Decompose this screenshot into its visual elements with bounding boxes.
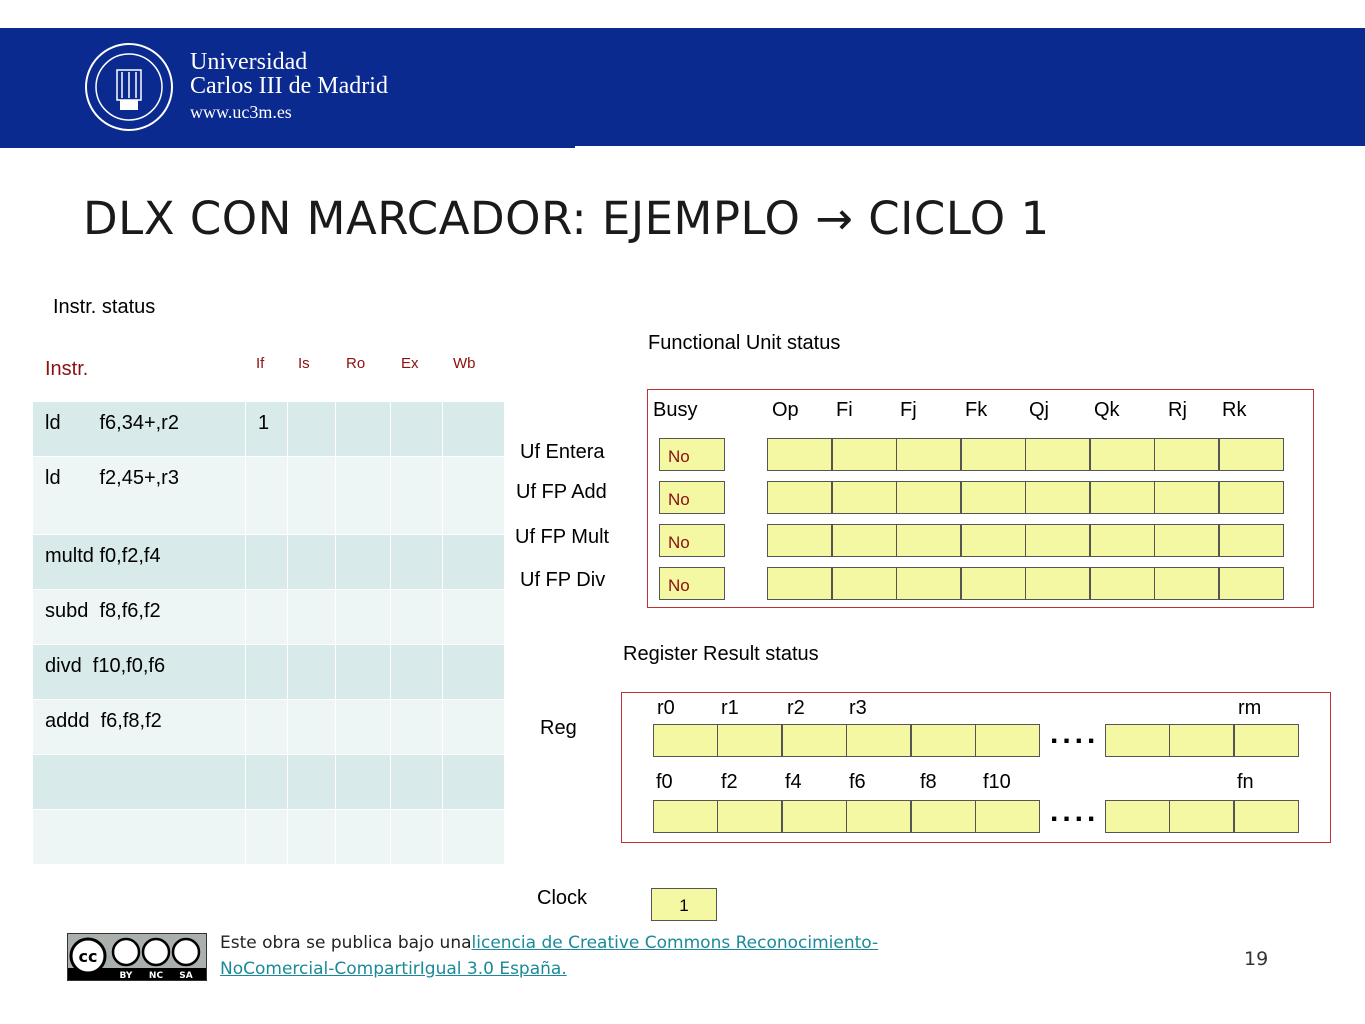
table-row — [33, 457, 505, 535]
fu-field-cell — [767, 524, 832, 557]
int-reg-r2: r2 — [787, 697, 805, 719]
busy-cell-fp-mult: No — [659, 524, 725, 557]
if-cell — [246, 535, 288, 590]
col-header-if: If — [246, 346, 288, 402]
fu-name-entera: Uf Entera — [520, 441, 605, 463]
ex-cell — [391, 590, 443, 645]
ex-cell — [391, 402, 443, 457]
if-cell — [246, 457, 288, 535]
table-row — [33, 590, 505, 645]
university-name-line1: Universidad — [190, 49, 308, 75]
instr-cell — [33, 810, 246, 865]
reg-cell — [782, 724, 847, 757]
instr-cell: subd f8,f6,f2 — [33, 590, 246, 645]
fu-field-cell — [1219, 567, 1284, 600]
is-cell — [288, 810, 336, 865]
busy-cell-fp-div: No — [659, 567, 725, 600]
ex-cell — [391, 810, 443, 865]
fu-field-cell — [767, 438, 832, 471]
clock-label: Clock — [537, 887, 588, 909]
fu-col-qj: Qj — [1029, 399, 1049, 421]
fp-reg-f8: f8 — [920, 771, 937, 793]
fu-field-cell — [1154, 481, 1219, 514]
col-header-wb: Wb — [443, 346, 505, 402]
fu-field-cell — [961, 567, 1026, 600]
reg-cell — [1105, 800, 1170, 833]
reg-cell — [1169, 724, 1234, 757]
fp-reg-f0: f0 — [656, 771, 673, 793]
fu-field-cell — [1219, 524, 1284, 557]
fu-col-rk: Rk — [1222, 399, 1247, 421]
cc-badge-nc: NC — [148, 971, 164, 980]
reg-cell — [717, 800, 782, 833]
clock-value-cell: 1 — [651, 888, 717, 921]
int-reg-r3: r3 — [849, 697, 867, 719]
wb-cell — [443, 645, 505, 700]
fu-field-cell — [1154, 567, 1219, 600]
reg-cell — [653, 724, 718, 757]
wb-cell — [443, 457, 505, 535]
fu-field-cell — [896, 567, 961, 600]
fu-col-op: Op — [772, 399, 799, 421]
fu-field-cell — [832, 438, 897, 471]
reg-cell — [846, 724, 911, 757]
ex-cell — [391, 755, 443, 810]
fu-field-cell — [1025, 567, 1090, 600]
fu-name-fp-mult: Uf FP Mult — [515, 526, 610, 548]
reg-status-label: Register Result status — [623, 643, 819, 665]
instr-cell — [33, 755, 246, 810]
instr-cell: ld f6,34+,r2 — [33, 402, 246, 457]
is-cell — [288, 700, 336, 755]
fu-field-cell — [1090, 524, 1155, 557]
fu-status-label: Functional Unit status — [648, 332, 841, 354]
fu-field-cell — [1090, 567, 1155, 600]
is-cell — [288, 590, 336, 645]
int-reg-r1: r1 — [721, 697, 739, 719]
fu-col-fi: Fi — [836, 399, 853, 421]
table-row — [33, 700, 505, 755]
fp-reg-f10: f10 — [983, 771, 1011, 793]
wb-cell — [443, 700, 505, 755]
fu-name-fp-add: Uf FP Add — [516, 481, 607, 503]
ex-cell — [391, 457, 443, 535]
fu-field-cell — [1025, 438, 1090, 471]
instr-cell: multd f0,f2,f4 — [33, 535, 246, 590]
page-number: 19 — [1244, 948, 1269, 970]
fu-col-rj: Rj — [1168, 399, 1187, 421]
fu-field-cell — [767, 567, 832, 600]
ro-cell — [336, 535, 391, 590]
cc-badge-by: BY — [119, 971, 133, 980]
slide-title: DLX CON MARCADOR: EJEMPLO → CICLO 1 — [83, 192, 1050, 245]
if-cell — [246, 755, 288, 810]
cc-by-nc-sa-icon — [68, 934, 206, 980]
wb-cell — [443, 402, 505, 457]
is-cell — [288, 402, 336, 457]
reg-cell — [846, 800, 911, 833]
fu-field-cell — [896, 438, 961, 471]
wb-cell — [443, 810, 505, 865]
fu-field-cell — [832, 567, 897, 600]
license-text — [220, 930, 920, 982]
fu-field-cell — [961, 481, 1026, 514]
instr-status-label: Instr. status — [53, 296, 156, 318]
int-reg-r0: r0 — [657, 697, 675, 719]
fp-reg-f4: f4 — [785, 771, 802, 793]
int-reg-rm: rm — [1238, 697, 1262, 719]
fu-field-cell — [832, 524, 897, 557]
instr-cell: divd f10,f0,f6 — [33, 645, 246, 700]
reg-cell — [1169, 800, 1234, 833]
table-row — [33, 402, 505, 457]
col-header-ro: Ro — [336, 346, 391, 402]
fu-field-cell — [961, 438, 1026, 471]
fu-field-cell — [832, 481, 897, 514]
header-divider — [0, 145, 575, 148]
cc-badge-cc: cc — [78, 947, 98, 966]
if-cell — [246, 700, 288, 755]
instr-header-row — [33, 346, 505, 402]
fu-field-cell — [1025, 524, 1090, 557]
reg-cell — [782, 800, 847, 833]
ro-cell — [336, 700, 391, 755]
ex-cell — [391, 700, 443, 755]
reg-cell — [911, 724, 976, 757]
wb-cell — [443, 590, 505, 645]
fu-col-qk: Qk — [1094, 399, 1120, 421]
wb-cell — [443, 535, 505, 590]
fu-field-cell — [1090, 481, 1155, 514]
reg-cell — [717, 724, 782, 757]
wb-cell — [443, 755, 505, 810]
university-seal-icon — [84, 42, 174, 132]
fu-field-cell — [1219, 438, 1284, 471]
instr-cell: ld f2,45+,r3 — [33, 457, 246, 535]
ex-cell — [391, 535, 443, 590]
fp-reg-fn: fn — [1237, 771, 1254, 793]
reg-cell — [975, 800, 1040, 833]
if-cell — [246, 590, 288, 645]
fu-field-cell — [896, 481, 961, 514]
fu-col-fk: Fk — [965, 399, 988, 421]
is-cell — [288, 535, 336, 590]
ro-cell — [336, 402, 391, 457]
reg-cell — [1234, 724, 1299, 757]
fp-reg-ellipsis: .... — [1050, 795, 1100, 828]
fu-field-cell — [767, 481, 832, 514]
table-row — [33, 755, 505, 810]
reg-cell — [1234, 800, 1299, 833]
fu-col-fj: Fj — [900, 399, 917, 421]
fu-field-cell — [1025, 481, 1090, 514]
ro-cell — [336, 810, 391, 865]
reg-cell — [975, 724, 1040, 757]
table-row — [33, 810, 505, 865]
col-header-ex: Ex — [391, 346, 443, 402]
ro-cell — [336, 457, 391, 535]
fu-col-busy: Busy — [653, 399, 698, 421]
reg-label: Reg — [540, 717, 577, 739]
fu-field-cell — [1154, 438, 1219, 471]
fu-field-cell — [1154, 524, 1219, 557]
int-reg-ellipsis: .... — [1050, 717, 1100, 750]
if-cell — [246, 810, 288, 865]
ro-cell — [336, 755, 391, 810]
license-link[interactable]: licencia de Creative Commons Reconocimiento-NoComercial-CompartirIgual 3.0 España. — [220, 933, 879, 979]
ex-cell — [391, 645, 443, 700]
instr-cell: addd f6,f8,f2 — [33, 700, 246, 755]
university-website[interactable]: www.uc3m.es — [190, 102, 292, 122]
fu-field-cell — [1090, 438, 1155, 471]
is-cell — [288, 645, 336, 700]
fp-reg-f2: f2 — [721, 771, 738, 793]
reg-cell — [1105, 724, 1170, 757]
cc-badge-sa: SA — [179, 971, 193, 980]
if-cell: 1 — [246, 402, 288, 457]
license-prefix: Este obra se publica bajo una — [220, 933, 472, 953]
instr-status-table — [32, 345, 505, 865]
fu-field-cell — [1219, 481, 1284, 514]
busy-cell-entera: No — [659, 438, 725, 471]
fu-field-cell — [961, 524, 1026, 557]
cc-license-badge[interactable] — [67, 933, 207, 981]
col-header-is: Is — [288, 346, 336, 402]
fu-field-cell — [896, 524, 961, 557]
ro-cell — [336, 645, 391, 700]
if-cell — [246, 645, 288, 700]
col-header-instr: Instr. — [33, 346, 246, 402]
reg-cell — [653, 800, 718, 833]
ro-cell — [336, 590, 391, 645]
busy-cell-fp-add: No — [659, 481, 725, 514]
table-row — [33, 645, 505, 700]
table-row — [33, 535, 505, 590]
fu-name-fp-div: Uf FP Div — [520, 569, 606, 591]
is-cell — [288, 755, 336, 810]
is-cell — [288, 457, 336, 535]
reg-cell — [911, 800, 976, 833]
fp-reg-f6: f6 — [849, 771, 866, 793]
university-name-line2: Carlos III de Madrid — [190, 73, 388, 99]
